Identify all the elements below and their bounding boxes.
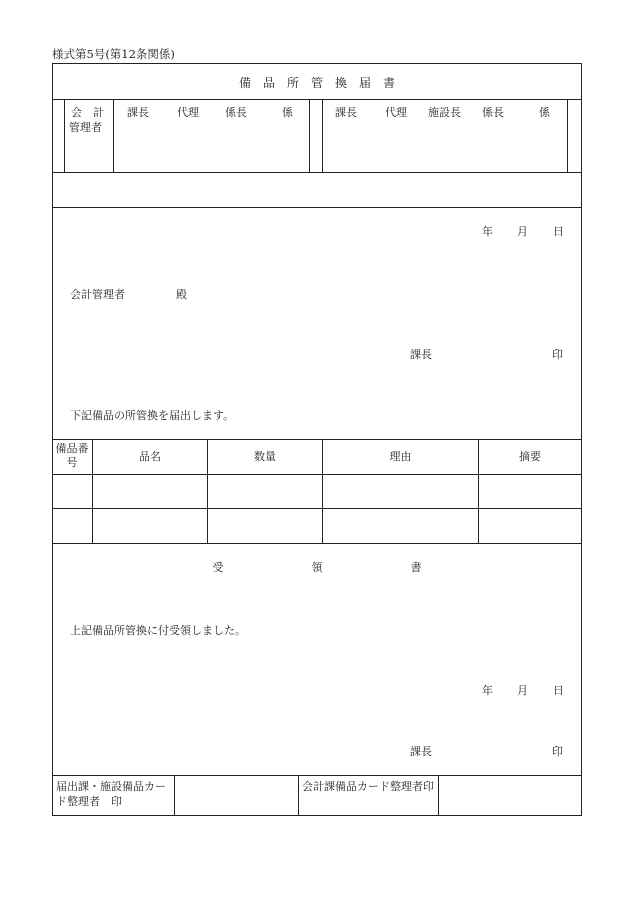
footer-submitting-clerk-label: 届出課・施設備品カード整理者 印 bbox=[56, 780, 166, 808]
receipt-day: 日 bbox=[553, 684, 564, 697]
addressee: 会計管理者 bbox=[70, 288, 125, 301]
receipt-year: 年 bbox=[482, 684, 493, 697]
divider bbox=[52, 172, 582, 173]
item-row-1-remarks[interactable] bbox=[479, 475, 581, 508]
approval-right-staff: 係 bbox=[539, 106, 550, 119]
accounting-role-label-2: 管理者 bbox=[69, 121, 102, 134]
divider bbox=[52, 99, 582, 100]
form-title: 備 品 所 管 換 届 書 bbox=[238, 76, 395, 90]
item-row-1-name[interactable] bbox=[93, 475, 207, 508]
item-row-1-quantity[interactable] bbox=[208, 475, 322, 508]
divider bbox=[567, 99, 568, 172]
form-label: 様式第5号(第12条関係) bbox=[52, 47, 175, 61]
notice-year: 年 bbox=[482, 225, 493, 238]
item-row-2-number[interactable] bbox=[53, 509, 92, 543]
approval-right-chief: 課長 bbox=[335, 106, 357, 119]
receipt-chief-label: 課長 bbox=[410, 745, 432, 758]
item-row-2-reason[interactable] bbox=[323, 509, 478, 543]
notice-seal: 印 bbox=[552, 348, 563, 361]
header-reason: 理由 bbox=[389, 450, 412, 463]
footer-accounting-clerk-label: 会計課備品カード整理者印 bbox=[302, 780, 434, 793]
receipt-seal: 印 bbox=[552, 745, 563, 758]
footer-accounting-clerk-seal[interactable] bbox=[439, 776, 581, 814]
notice-body: 下記備品の所管換を届出します。 bbox=[70, 409, 235, 422]
approval-left-chief: 課長 bbox=[127, 106, 149, 119]
receipt-month: 月 bbox=[517, 684, 528, 697]
divider bbox=[322, 99, 323, 172]
header-item-number: 備品番号 bbox=[55, 442, 89, 469]
notice-chief-label: 課長 bbox=[410, 348, 432, 361]
approval-right-facility-head: 施設長 bbox=[428, 106, 461, 119]
receipt-body: 上記備品所管換に付受領しました。 bbox=[70, 624, 246, 637]
receipt-title: 受 領 書 bbox=[212, 561, 422, 574]
header-item-name: 品名 bbox=[139, 450, 161, 463]
approval-right-section-head: 係長 bbox=[482, 106, 504, 119]
divider bbox=[298, 775, 299, 815]
approval-left-section-head: 係長 bbox=[225, 106, 247, 119]
divider bbox=[309, 99, 310, 172]
divider bbox=[52, 207, 582, 208]
footer-submitting-clerk-seal[interactable] bbox=[175, 776, 298, 814]
item-row-2-name[interactable] bbox=[93, 509, 207, 543]
accounting-role-label-1: 会 計 bbox=[71, 106, 104, 119]
item-row-1-number[interactable] bbox=[53, 475, 92, 508]
divider bbox=[113, 99, 114, 172]
item-row-2-quantity[interactable] bbox=[208, 509, 322, 543]
honorific: 殿 bbox=[176, 288, 187, 301]
header-quantity: 数量 bbox=[254, 450, 276, 463]
item-row-2-remarks[interactable] bbox=[479, 509, 581, 543]
approval-left-deputy: 代理 bbox=[177, 106, 199, 119]
notice-day: 日 bbox=[553, 225, 564, 238]
divider bbox=[52, 543, 582, 544]
item-row-1-reason[interactable] bbox=[323, 475, 478, 508]
divider bbox=[64, 99, 65, 172]
notice-month: 月 bbox=[517, 225, 528, 238]
approval-right-deputy: 代理 bbox=[385, 106, 407, 119]
header-remarks: 摘要 bbox=[519, 450, 541, 463]
divider bbox=[52, 439, 582, 440]
approval-left-staff: 係 bbox=[282, 106, 293, 119]
